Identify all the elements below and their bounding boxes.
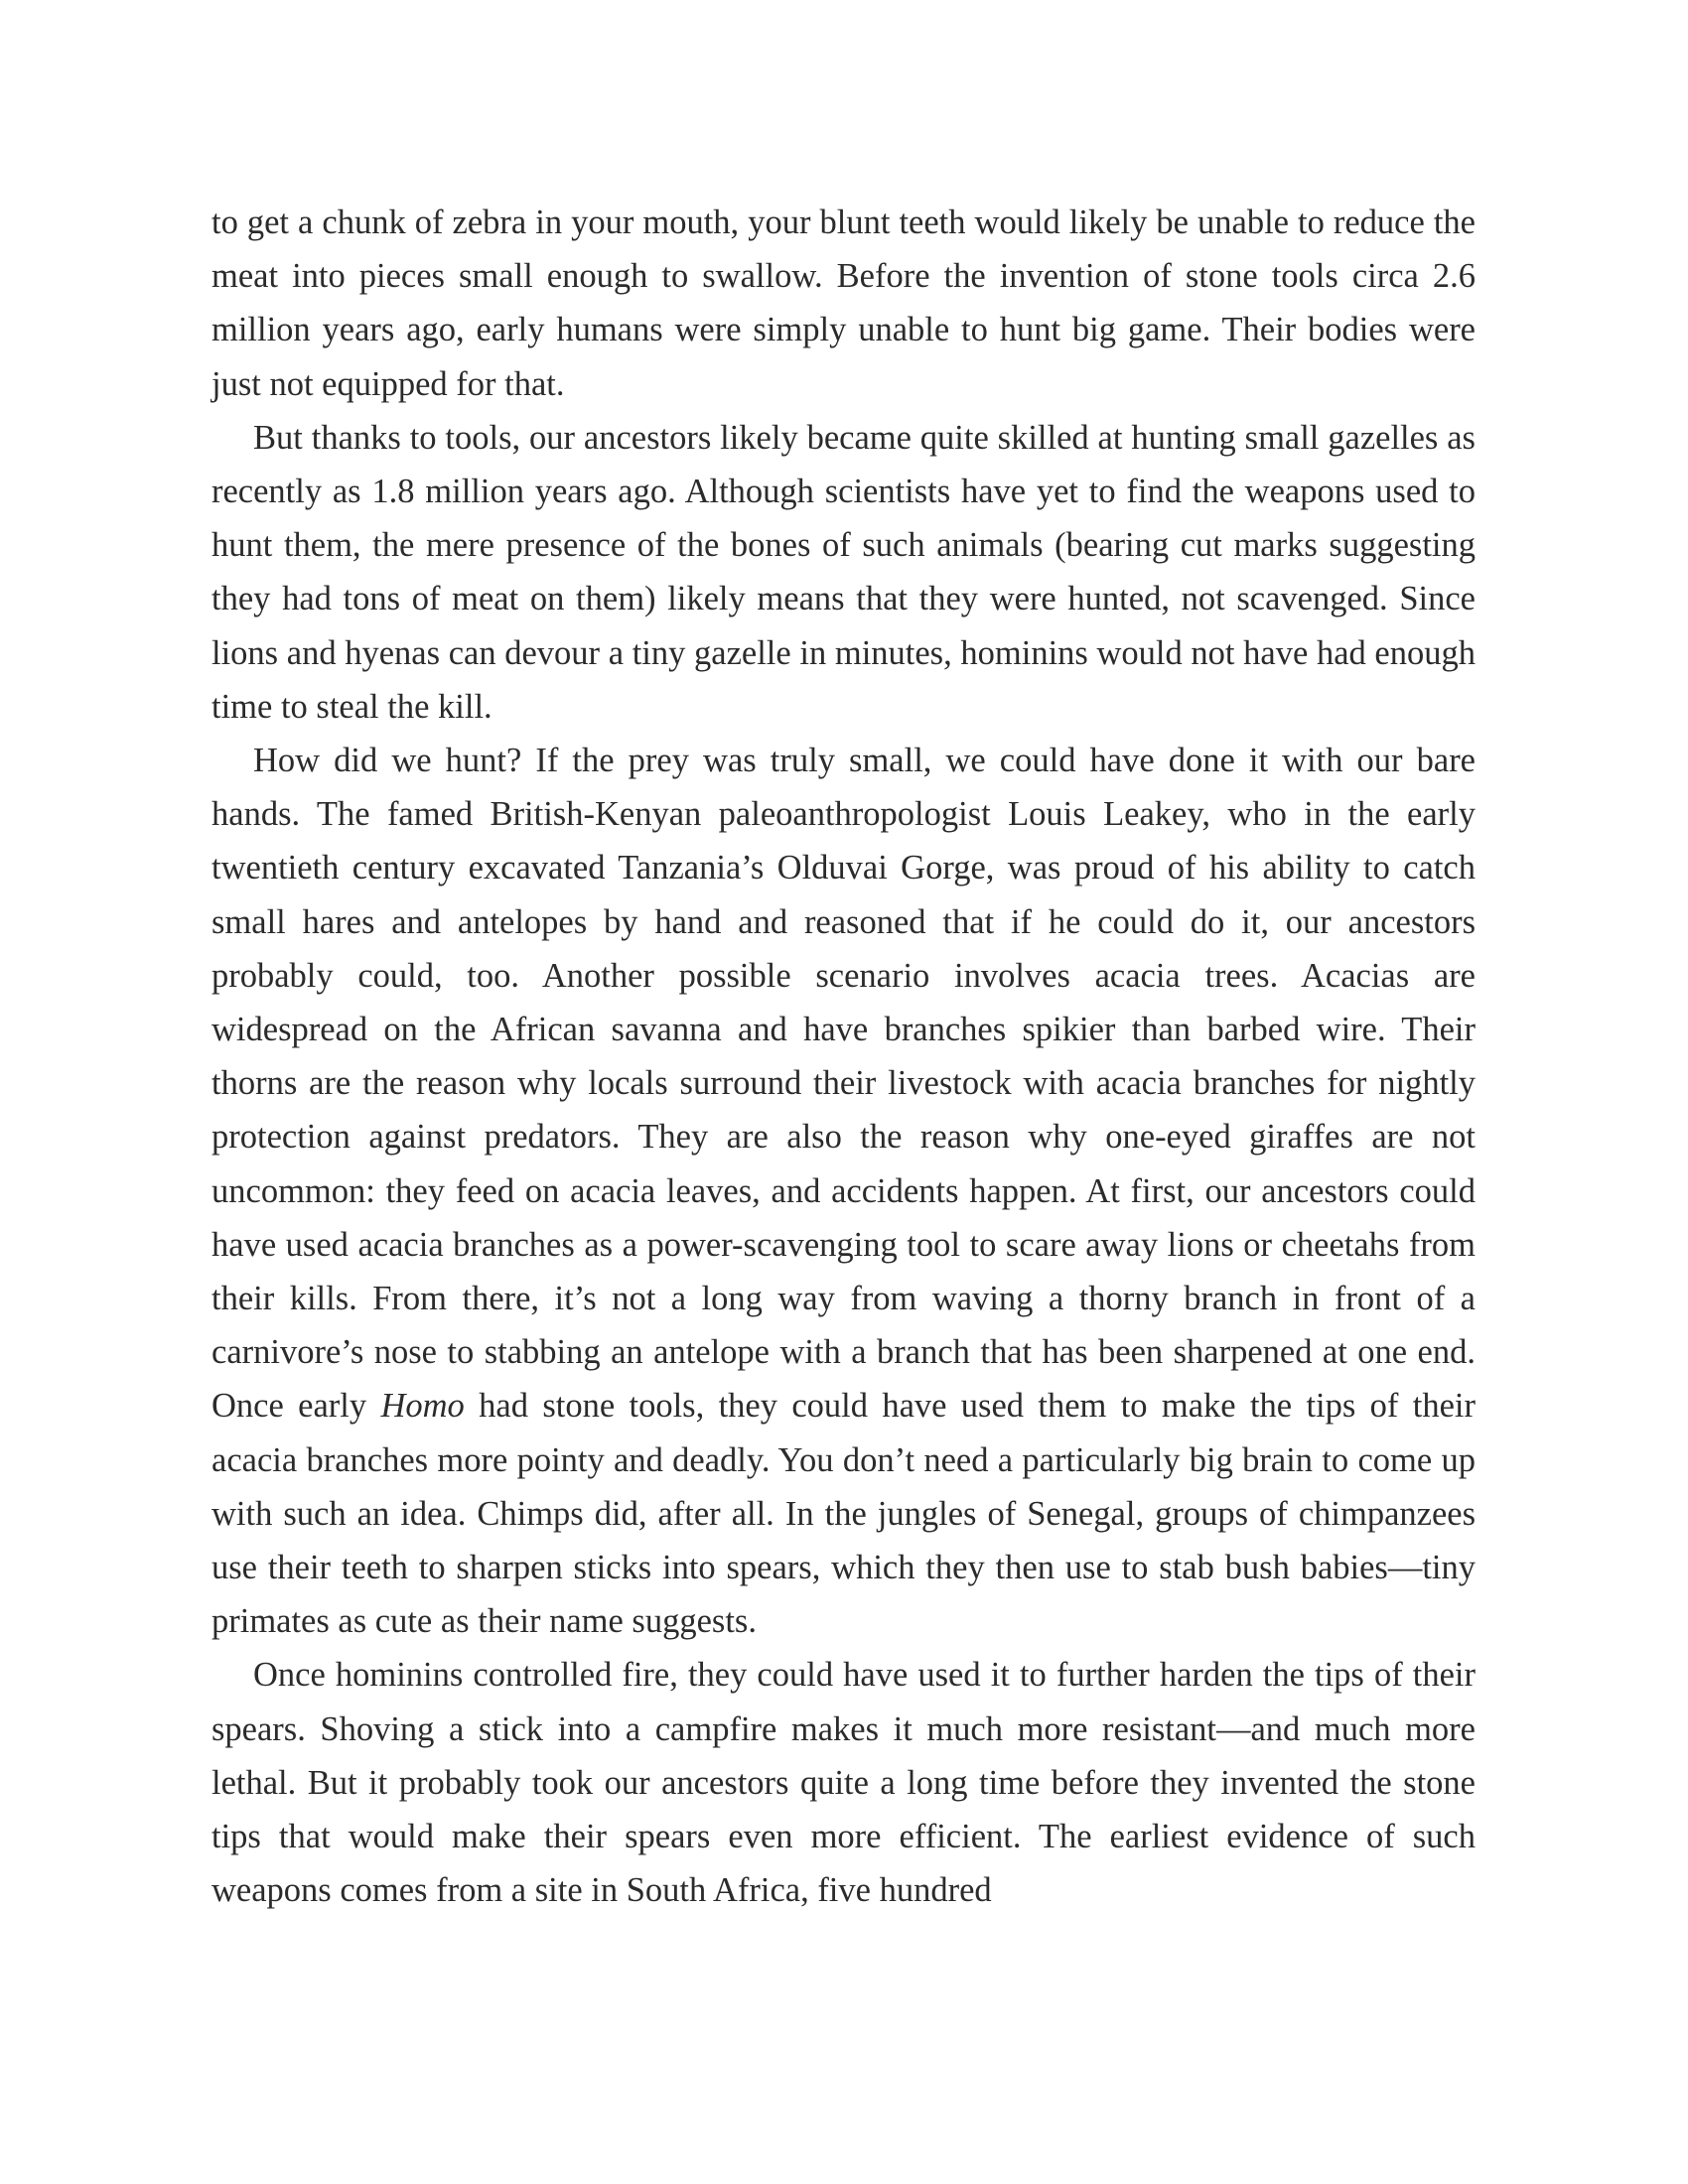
- paragraph-3-italic-homo: Homo: [380, 1387, 465, 1426]
- paragraph-3: [211, 734, 1476, 1648]
- page-body: [211, 196, 1476, 1918]
- paragraph-4-text: Once hominins controlled fire, they could have used it to further harden the tips of their spears. Shoving a stick into a campfire makes it much more resistant—and much more lethal. But it probably took our ancestors quite a long time before they invented the stone tips that would make their spears even more efficient. The earliest evidence of such weapons comes from a site in South Africa, five hundred: [211, 1656, 1476, 1910]
- paragraph-2: [211, 411, 1476, 734]
- paragraph-1: [211, 196, 1476, 411]
- paragraph-1-text: to get a chunk of zebra in your mouth, your blunt teeth would likely be unable to reduce the meat into pieces small enough to swallow. Before the invention of stone tools circa 2.6 million years ago, early humans were simply unable to hunt big game. Their bodies were just not equipped for that.: [211, 204, 1476, 403]
- paragraph-3-text-b: had stone tools, they could have used them to make the tips of their acacia branches more pointy and deadly. You don’t need a particularly big brain to come up with such an idea. Chimps did, after all. In the jungles of Senegal, groups of chimpanzees use their teeth to sharpen sticks into spears, which they then use to stab bush babies—tiny primates as cute as their name suggests.: [211, 1387, 1476, 1641]
- paragraph-3-text-a: How did we hunt? If the prey was truly small, we could have done it with our bare hands. The famed British-Kenyan paleoanthropologist Louis Leakey, who in the early twentieth century excavated Tanzania’s Olduvai Gorge, was proud of his ability to catch small hares and antelopes by hand and reasoned that if he could do it, our ancestors probably could, too. Another possible scenario involves acacia trees. Acacias are widespread on the African savanna and have branches spikier than barbed wire. Their thorns are the reason why locals surround their livestock with acacia branches for nightly protection against predators. They are also the reason why one-eyed giraffes are not uncommon: they feed on acacia leaves, and accidents happen. At first, our ancestors could have used acacia branches as a power-scavenging tool to scare away lions or cheetahs from their kills. From there, it’s not a long way from waving a thorny branch in front of a carnivore’s nose to stabbing an antelope with a branch that has been sharpened at one end. Once early: [211, 742, 1476, 1426]
- paragraph-2-text: But thanks to tools, our ancestors likely became quite skilled at hunting small gazelles as recently as 1.8 million years ago. Although scientists have yet to find the weapons used to hunt them, the mere presence of the bones of such animals (bearing cut marks suggesting they had tons of meat on them) likely means that they were hunted, not scavenged. Since lions and hyenas can devour a tiny gazelle in minutes, hominins would not have had enough time to steal the kill.: [211, 418, 1476, 726]
- paragraph-4: [211, 1648, 1476, 1917]
